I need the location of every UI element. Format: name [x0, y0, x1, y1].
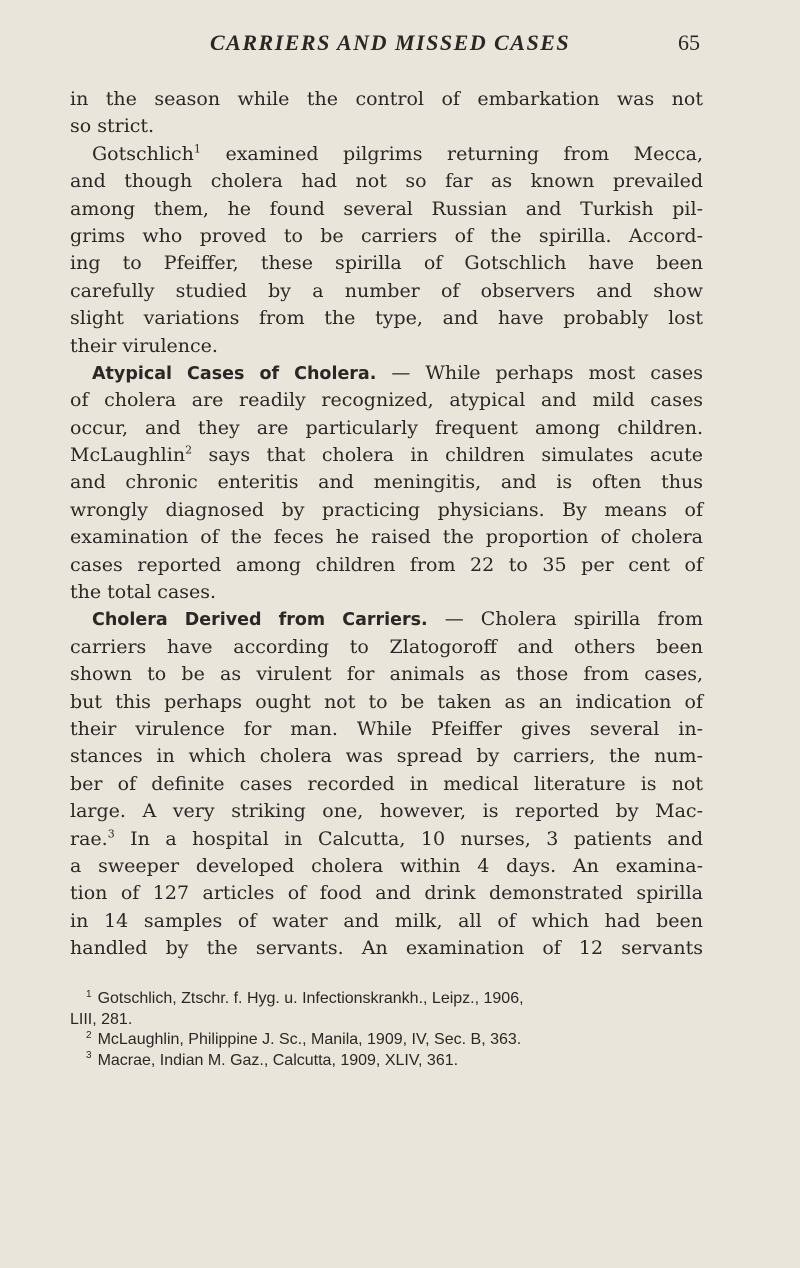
text-line: but this perhaps ought not to be taken as an indication of	[70, 690, 703, 713]
section-heading-atypical-cases: Atypical Cases of Cholera.	[92, 363, 377, 384]
text-line: tion of 127 articles of food and drink demonstrated spirilla	[70, 882, 703, 905]
text-line	[70, 826, 703, 853]
line-fragment: — Cholera spirilla from	[427, 608, 703, 631]
footnote-1-continued: LIII, 281.	[70, 1010, 133, 1028]
running-title: CARRIERS AND MISSED CASES	[210, 30, 571, 55]
body-text	[70, 86, 703, 963]
footnote-mark: 1	[86, 988, 92, 1000]
page-number: 65	[678, 30, 700, 55]
text-line: shown to be as virulent for animals as those from cases,	[70, 663, 703, 686]
text-line: grims who proved to be carriers of the spirilla. Accord-	[70, 224, 703, 247]
line-fragment: examined pilgrims returning from Mecca,	[200, 142, 703, 165]
line-fragment: says that cholera in children simulates acute	[192, 444, 703, 467]
text-line: of cholera are readily recognized, atypical and mild cases	[70, 389, 703, 412]
footnote-text: Macrae, Indian M. Gaz., Calcutta, 1909, XLIV, 361.	[97, 1051, 459, 1069]
text-line: so strict.	[70, 115, 155, 138]
footnote-ref: 1	[193, 142, 201, 156]
text-line: examination of the feces he raised the proportion of cholera	[70, 526, 703, 549]
running-head	[70, 30, 700, 60]
text-line: large. A very striking one, however, is reported by Mac-	[70, 800, 703, 823]
text-line: carriers have according to Zlatogoroff and others been	[70, 635, 703, 658]
footnote-text: Gotschlich, Ztschr. f. Hyg. u. Infectionskrankh., Leipz., 1906,	[97, 990, 524, 1007]
text-line: and chronic enteritis and meningitis, and is often thus	[70, 471, 703, 494]
footnote-mark: 3	[86, 1050, 92, 1062]
text-line: carefully studied by a number of observers and show	[70, 279, 703, 302]
footnote-ref: 3	[107, 827, 115, 841]
author-name: McLaughlin	[70, 444, 186, 467]
text-line: handled by the servants. An examination of 12 servants	[70, 937, 703, 960]
line-fragment: rae.	[70, 827, 108, 850]
text-line: ing to Pfeiffer, these spirilla of Gotschlich have been	[70, 252, 703, 275]
text-line: ber of definite cases recorded in medical literature is not	[70, 772, 703, 795]
footnote-text: McLaughlin, Philippine J. Sc., Manila, 1909, IV, Sec. B, 363.	[97, 1031, 522, 1048]
text-line: the total cases.	[70, 581, 217, 604]
section-heading-cholera-from-carriers: Cholera Derived from Carriers.	[92, 610, 428, 631]
line-fragment: — While perhaps most cases	[376, 361, 703, 384]
text-line: occur, and they are particularly frequent among children.	[70, 416, 703, 439]
text-line: their virulence.	[70, 334, 218, 357]
footnote-1	[70, 989, 702, 1010]
text-line	[70, 442, 703, 469]
text-line: slight variations from the type, and have probably lost	[70, 307, 703, 330]
text-line	[70, 606, 703, 633]
text-line	[70, 360, 703, 387]
text-line: stances in which cholera was spread by carriers, the num-	[70, 745, 703, 768]
text-line: and though cholera had not so far as known prevailed	[70, 170, 703, 193]
line-fragment: In a hospital in Calcutta, 10 nurses, 3 patients and	[114, 827, 703, 850]
text-line: a sweeper developed cholera within 4 days. An examina-	[70, 854, 703, 877]
text-line: wrongly diagnosed by practicing physicians. By means of	[70, 498, 703, 521]
footnote-2	[70, 1030, 702, 1051]
footnotes	[70, 989, 702, 1071]
footnote-ref: 2	[185, 443, 193, 457]
text-line: cases reported among children from 22 to 35 per cent of	[70, 553, 703, 576]
text-line: in 14 samples of water and milk, all of which had been	[70, 909, 703, 932]
text-line: their virulence for man. While Pfeiffer gives several in-	[70, 717, 703, 740]
text-line: among them, he found several Russian and Turkish pil-	[70, 197, 703, 220]
author-name: Gotschlich	[92, 142, 194, 165]
text-line	[70, 141, 703, 168]
footnote-mark: 2	[86, 1029, 92, 1041]
footnote-3	[70, 1051, 702, 1072]
text-line: in the season while the control of embarkation was not	[70, 88, 703, 110]
